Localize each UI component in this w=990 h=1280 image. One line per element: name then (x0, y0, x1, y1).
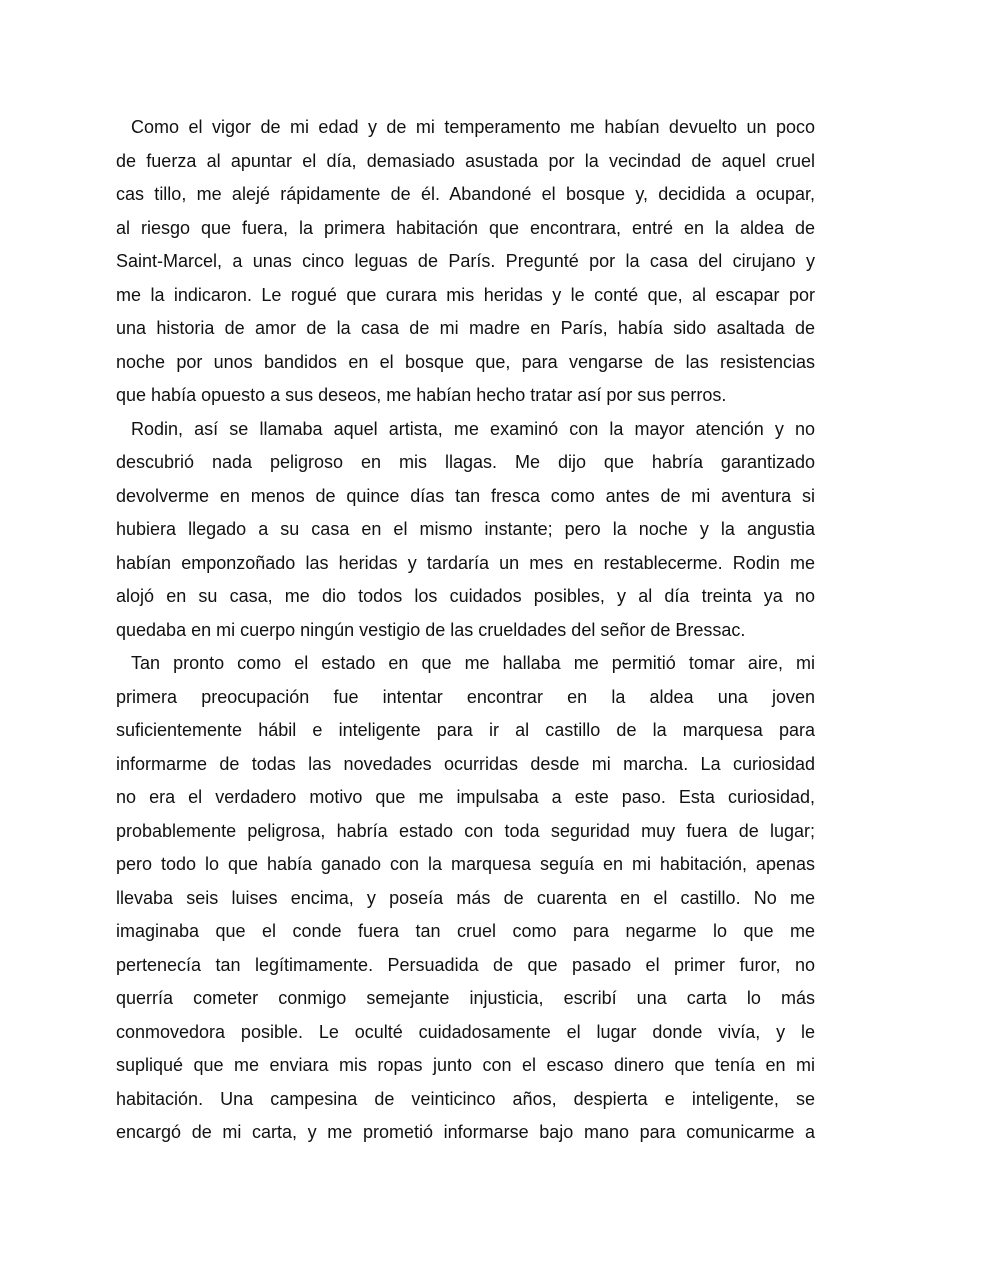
text-line: Saint-Marcel, a unas cinco leguas de París. Pregunté por la casa del cirujano y (116, 251, 815, 271)
text-line: de fuerza al apuntar el día, demasiado asustada por la vecindad de aquel cruel (116, 150, 815, 171)
text-line: hubiera llegado a su casa en el mismo instante; pero la noche y la angustia (116, 519, 815, 539)
paragraph-2 (116, 413, 815, 648)
text-line: devolverme en menos de quince días tan fresca como antes de mi aventura si (116, 485, 815, 506)
text-line: habían emponzoñado las heridas y tardaría un mes en restablecerme. Rodin me (116, 552, 815, 573)
text-line: encargó de mi carta, y me prometió informarse bajo mano para comunicarme a (116, 1122, 815, 1142)
text-line: llevaba seis luises encima, y poseía más de cuarenta en el castillo. No me (116, 887, 815, 908)
text-line: supliqué que me enviara mis ropas junto con el escaso dinero que tenía en mi (116, 1055, 815, 1075)
text-line: noche por unos bandidos en el bosque que, para vengarse de las resistencias (116, 351, 815, 372)
text-line: pertenecía tan legítimamente. Persuadida de que pasado el primer furor, no (116, 954, 815, 975)
text-line: descubrió nada peligroso en mis llagas. Me dijo que habría garantizado (116, 452, 815, 472)
text-line: Como el vigor de mi edad y de mi temperamento me habían devuelto un poco (131, 117, 815, 137)
text-line: informarme de todas las novedades ocurridas desde mi marcha. La curiosidad (116, 753, 815, 774)
text-line: cas tillo, me alejé rápidamente de él. Abandoné el bosque y, decidida a ocupar, (116, 184, 815, 204)
text-line: alojó en su casa, me dio todos los cuidados posibles, y al día treinta ya no (116, 586, 815, 606)
text-line: probablemente peligrosa, habría estado con toda seguridad muy fuera de lugar; (116, 820, 815, 841)
text-line: al riesgo que fuera, la primera habitación que encontrara, entré en la aldea de (116, 217, 815, 238)
text-line: no era el verdadero motivo que me impulsaba a este paso. Esta curiosidad, (116, 787, 815, 807)
text-line: querría cometer conmigo semejante injusticia, escribí una carta lo más (116, 988, 815, 1008)
text-line: suficientemente hábil e inteligente para ir al castillo de la marquesa para (116, 720, 815, 740)
text-line: Rodin, así se llamaba aquel artista, me examinó con la mayor atención y no (131, 418, 815, 439)
text-line: quedaba en mi cuerpo ningún vestigio de las crueldades del señor de Bressac. (116, 619, 746, 640)
text-line: pero todo lo que había ganado con la marquesa seguía en mi habitación, apenas (116, 854, 815, 874)
text-line: una historia de amor de la casa de mi madre en París, había sido asaltada de (116, 318, 815, 338)
text-line: me la indicaron. Le rogué que curara mis heridas y le conté que, al escapar por (116, 284, 815, 305)
text-line: conmovedora posible. Le oculté cuidadosamente el lugar donde vivía, y le (116, 1021, 815, 1042)
text-line: primera preocupación fue intentar encontrar en la aldea una joven (116, 686, 815, 707)
text-line: que había opuesto a sus deseos, me habían hecho tratar así por sus perros. (116, 385, 727, 405)
text-line: habitación. Una campesina de veinticinco años, despierta e inteligente, se (116, 1088, 815, 1109)
text-line: imaginaba que el conde fuera tan cruel como para negarme lo que me (116, 921, 815, 941)
body-text (116, 111, 815, 1150)
text-line: Tan pronto como el estado en que me hallaba me permitió tomar aire, mi (131, 653, 815, 673)
paragraph-3 (116, 647, 815, 1150)
paragraph-1 (116, 111, 815, 413)
